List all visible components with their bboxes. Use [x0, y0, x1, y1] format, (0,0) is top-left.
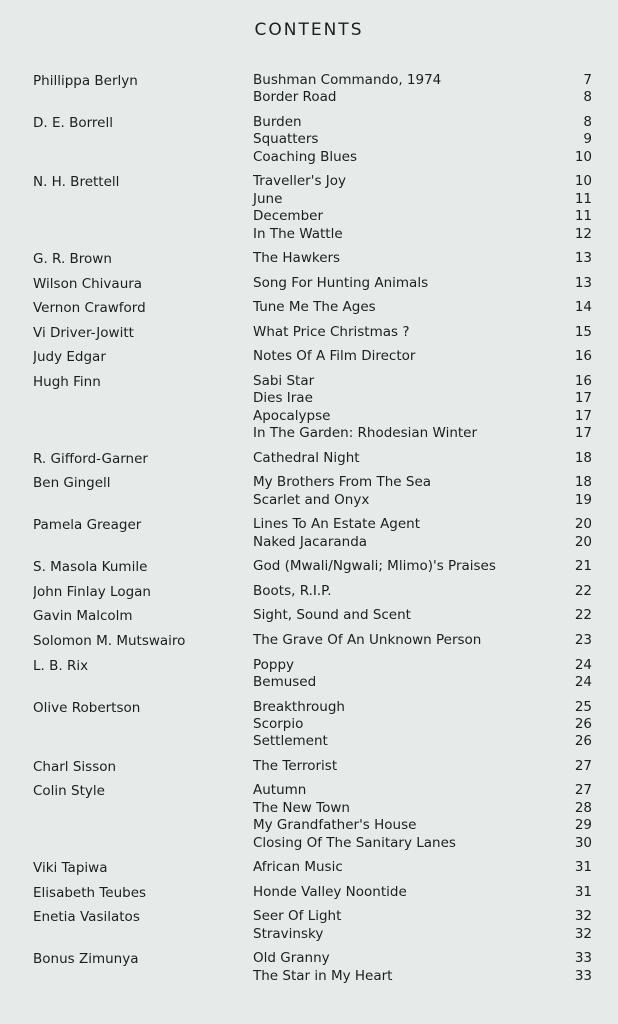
author-label: Colin Style — [33, 783, 105, 800]
page-number: 13 — [574, 250, 592, 267]
poem-row — [0, 226, 618, 243]
poem-title: Tune Me The Ages — [253, 299, 376, 316]
page-number: 33 — [574, 967, 592, 984]
contents-entry — [0, 558, 618, 575]
contents-entry — [0, 884, 618, 901]
page-number: 28 — [574, 799, 592, 816]
page-number: 10 — [574, 173, 592, 190]
page-number: 32 — [574, 925, 592, 942]
contents-entry — [0, 782, 618, 852]
poem-row — [0, 884, 618, 901]
poem-row — [0, 390, 618, 407]
page-number: 30 — [574, 834, 592, 851]
poem-row — [0, 632, 618, 649]
author-label: Gavin Malcolm — [33, 608, 133, 625]
poem-row — [0, 131, 618, 148]
poem-row — [0, 817, 618, 834]
poem-row — [0, 926, 618, 943]
page-number: 31 — [574, 883, 592, 900]
poem-row — [0, 89, 618, 106]
poem-title: The Terrorist — [253, 757, 338, 774]
contents-entry — [0, 950, 618, 985]
poem-row — [0, 425, 618, 442]
author-label: Hugh Finn — [33, 373, 101, 390]
contents-entry — [0, 908, 618, 943]
poem-title: Notes Of A Film Director — [253, 348, 416, 365]
poem-row — [0, 450, 618, 467]
contents-entry — [0, 373, 618, 443]
page-number: 13 — [574, 274, 592, 291]
contents-entry — [0, 699, 618, 751]
poem-title: Coaching Blues — [253, 148, 358, 165]
poem-title: Honde Valley Noontide — [253, 883, 407, 900]
contents-entry — [0, 114, 618, 166]
poem-row — [0, 782, 618, 799]
page-number: 32 — [574, 908, 592, 925]
contents-entry — [0, 859, 618, 876]
poem-title: The Hawkers — [253, 250, 341, 267]
poem-row — [0, 149, 618, 166]
page-number: 11 — [574, 208, 592, 225]
author-label: John Finlay Logan — [33, 583, 151, 600]
poem-title: Stravinsky — [253, 925, 324, 942]
contents-entry — [0, 607, 618, 624]
contents-entry — [0, 72, 618, 107]
page-number: 20 — [574, 516, 592, 533]
poem-title: Seer Of Light — [253, 908, 342, 925]
contents-entry — [0, 758, 618, 775]
poem-title: Old Granny — [253, 950, 330, 967]
page-number: 18 — [574, 449, 592, 466]
author-label: Phillippa Berlyn — [33, 73, 138, 89]
poem-row — [0, 173, 618, 190]
page-number: 11 — [574, 190, 592, 207]
contents-entry — [0, 474, 618, 509]
author-label: Vernon Crawford — [33, 300, 146, 317]
poem-row — [0, 72, 618, 89]
page-number: 25 — [574, 698, 592, 715]
poem-row — [0, 607, 618, 624]
poem-title: Poppy — [253, 656, 295, 673]
poem-title: Boots, R.I.P. — [253, 582, 332, 599]
author-label: Pamela Greager — [33, 517, 142, 534]
poem-title: In The Wattle — [253, 225, 343, 242]
poem-title: Sight, Sound and Scent — [253, 607, 411, 624]
poem-title: The Grave Of An Unknown Person — [253, 631, 482, 648]
page-number: 22 — [574, 607, 592, 624]
poem-title: Burden — [253, 113, 302, 130]
poem-row — [0, 275, 618, 292]
contents-entry — [0, 324, 618, 341]
table-of-contents — [0, 72, 618, 992]
page-number: 14 — [574, 299, 592, 316]
poem-row — [0, 758, 618, 775]
contents-entry — [0, 450, 618, 467]
poem-title: Scarlet and Onyx — [253, 491, 370, 508]
page-number: 17 — [574, 407, 592, 424]
poem-title: My Grandfather's House — [253, 817, 417, 834]
page-number: 17 — [574, 390, 592, 407]
poem-row — [0, 299, 618, 316]
poem-row — [0, 859, 618, 876]
page-number: 26 — [574, 715, 592, 732]
author-label: Elisabeth Teubes — [33, 884, 147, 901]
page-number: 15 — [574, 323, 592, 340]
contents-entry — [0, 275, 618, 292]
poem-row — [0, 950, 618, 967]
poem-row — [0, 516, 618, 533]
page-number: 12 — [574, 225, 592, 242]
contents-entry — [0, 250, 618, 267]
poem-title: African Music — [253, 859, 343, 876]
poem-row — [0, 348, 618, 365]
poem-row — [0, 114, 618, 131]
author-label: Bonus Zimunya — [33, 951, 139, 968]
poem-row — [0, 324, 618, 341]
poem-row — [0, 208, 618, 225]
poem-title: Dies Irae — [253, 390, 313, 407]
poem-row — [0, 408, 618, 425]
poem-row — [0, 968, 618, 985]
poem-title: Cathedral Night — [253, 449, 360, 466]
page-number: 7 — [583, 72, 592, 88]
page-number: 20 — [574, 533, 592, 550]
page-number: 17 — [574, 425, 592, 442]
page-number: 8 — [583, 113, 592, 130]
page-number: 27 — [574, 757, 592, 774]
author-label: Viki Tapiwa — [33, 860, 108, 877]
poem-row — [0, 191, 618, 208]
poem-title: Naked Jacaranda — [253, 533, 368, 550]
poem-row — [0, 716, 618, 733]
poem-title: Lines To An Estate Agent — [253, 516, 421, 533]
author-label: R. Gifford-Garner — [33, 450, 148, 467]
poem-title: Settlement — [253, 733, 328, 750]
author-label: Wilson Chivaura — [33, 275, 143, 292]
poem-row — [0, 908, 618, 925]
author-label: Solomon M. Mutswairo — [33, 632, 186, 649]
poem-title: June — [253, 190, 283, 207]
page-number: 31 — [574, 859, 592, 876]
poem-title: Bushman Commando, 1974 — [253, 72, 442, 88]
author-label: D. E. Borrell — [33, 114, 113, 131]
page-number: 22 — [574, 582, 592, 599]
author-label: Ben Gingell — [33, 475, 111, 492]
poem-row — [0, 835, 618, 852]
poem-title: Bemused — [253, 673, 317, 690]
contents-entry — [0, 632, 618, 649]
poem-title: Song For Hunting Animals — [253, 274, 429, 291]
poem-title: Apocalypse — [253, 407, 331, 424]
page-number: 29 — [574, 817, 592, 834]
page-number: 23 — [574, 631, 592, 648]
poem-title: Autumn — [253, 782, 307, 799]
poem-title: Sabi Star — [253, 372, 315, 389]
poem-row — [0, 583, 618, 600]
poem-title: Border Road — [253, 89, 337, 106]
page-number: 24 — [574, 656, 592, 673]
contents-entry — [0, 348, 618, 365]
page-number: 26 — [574, 733, 592, 750]
poem-title: Closing Of The Sanitary Lanes — [253, 834, 456, 851]
contents-entry — [0, 583, 618, 600]
poem-row — [0, 492, 618, 509]
poem-row — [0, 373, 618, 390]
poem-row — [0, 657, 618, 674]
author-label: Olive Robertson — [33, 699, 141, 716]
page-number: 33 — [574, 950, 592, 967]
poem-title: December — [253, 208, 324, 225]
poem-title: My Brothers From The Sea — [253, 474, 432, 491]
poem-title: What Price Christmas ? — [253, 323, 410, 340]
page-number: 18 — [574, 474, 592, 491]
poem-title: God (Mwali/Ngwali; Mlimo)'s Praises — [253, 558, 496, 575]
contents-entry — [0, 299, 618, 316]
poem-row — [0, 699, 618, 716]
poem-row — [0, 534, 618, 551]
poem-row — [0, 674, 618, 691]
contents-entry — [0, 173, 618, 243]
poem-row — [0, 474, 618, 491]
poem-row — [0, 733, 618, 750]
contents-entry — [0, 657, 618, 692]
poem-title: Scorpio — [253, 715, 304, 732]
page-number: 24 — [574, 673, 592, 690]
author-label: Enetia Vasilatos — [33, 909, 140, 926]
poem-title: Breakthrough — [253, 698, 345, 715]
poem-row — [0, 250, 618, 267]
page-number: 10 — [574, 148, 592, 165]
page-number: 27 — [574, 782, 592, 799]
author-label: Vi Driver-Jowitt — [33, 324, 134, 341]
author-label: S. Masola Kumile — [33, 559, 148, 576]
poem-title: Squatters — [253, 131, 319, 148]
author-label: N. H. Brettell — [33, 174, 120, 191]
poem-title: Traveller's Joy — [253, 173, 347, 190]
poem-row — [0, 800, 618, 817]
page-number: 16 — [574, 372, 592, 389]
author-label: Judy Edgar — [33, 349, 106, 366]
poem-title: The New Town — [253, 799, 350, 816]
poem-title: In The Garden: Rhodesian Winter — [253, 425, 478, 442]
page-number: 8 — [583, 89, 592, 106]
page-number: 9 — [583, 131, 592, 148]
page-number: 19 — [574, 491, 592, 508]
page-title: CONTENTS — [254, 20, 364, 40]
poem-row — [0, 558, 618, 575]
poem-title: The Star in My Heart — [253, 967, 393, 984]
author-label: L. B. Rix — [33, 657, 89, 674]
author-label: G. R. Brown — [33, 251, 112, 268]
page-number: 16 — [574, 348, 592, 365]
author-label: Charl Sisson — [33, 758, 117, 775]
contents-entry — [0, 516, 618, 551]
page-number: 21 — [574, 558, 592, 575]
